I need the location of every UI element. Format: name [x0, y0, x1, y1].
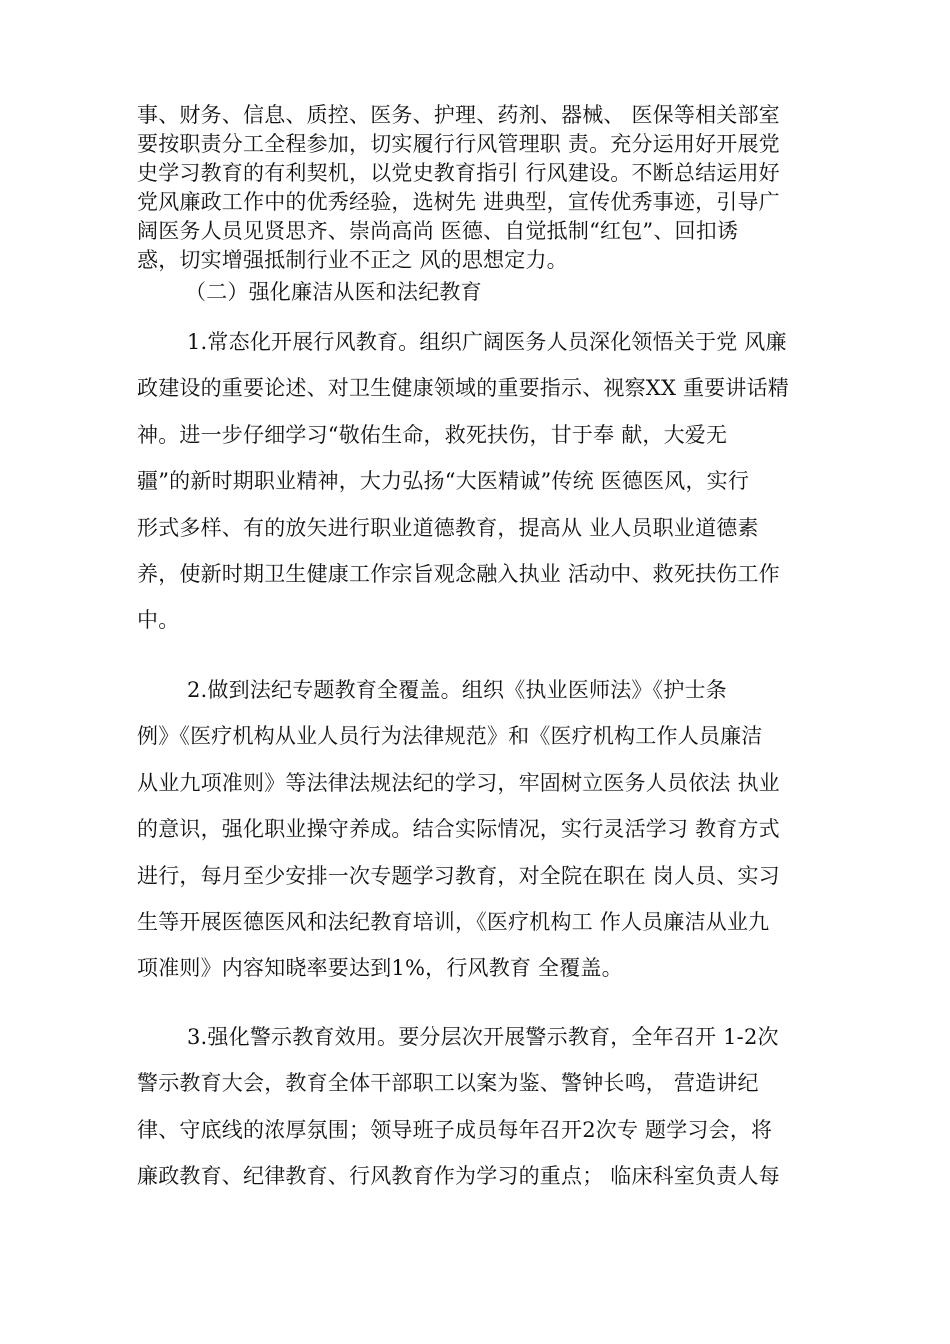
paragraph-line: 政建设的重要论述、对卫生健康领域的重要指示、视察XX 重要讲话精 [137, 376, 789, 401]
intro-line: 阔医务人员见贤思齐、崇尚高尚 医德、自觉抵制“红包”、回扣诱 [137, 219, 739, 243]
intro-line: 史学习教育的有利契机，以党史教育指引 行风建设。不断总结运用好 [137, 161, 780, 185]
paragraph-line: 3.强化警示教育效用。要分层次开展警示教育，全年召开 1-2次 [187, 1025, 779, 1049]
paragraph-line: 的意识，强化职业操守养成。结合实际情况，实行灵活学习 教育方式 [137, 817, 780, 842]
intro-line: 事、财务、信息、质控、医务、护理、药剂、器械、 医保等相关部室 [137, 103, 780, 127]
intro-line: 要按职责分工全程参加，切实履行行风管理职 责。充分运用好开展党 [137, 132, 780, 156]
paragraph-line: 生等开展医德医风和法纪教育培训，《医疗机构工 作人员廉洁从业九 [137, 909, 770, 934]
paragraph-line: 疆”的新时期职业精神，大力弘扬“大医精诚”传统 医德医风，实行 [137, 469, 750, 494]
paragraph-line: 项准则》内容知晓率要达到1%，行风教育 全覆盖。 [137, 956, 623, 981]
paragraph-3 [137, 1014, 827, 1200]
intro-line: 党风廉政工作中的优秀经验，选树先 进典型，宣传优秀事迹，引导广 [137, 190, 780, 214]
paragraph-line: 进行，每月至少安排一次专题学习教育，对全院在职在 岗人员、实习 [137, 863, 780, 888]
paragraph-line: 从业九项准则》等法律法规法纪的学习，牢固树立医务人员依法 执业 [137, 770, 780, 795]
paragraph-line: 例》《医疗机构从业人员行为法律规范》和《医疗机构工作人员廉洁 [137, 724, 763, 749]
section-heading: （二）强化廉洁从医和法纪教育 [185, 280, 482, 304]
intro-paragraph [137, 101, 827, 275]
paragraph-line: 1.常态化开展行风教育。组织广阔医务人员深化领悟关于党 风廉 [187, 330, 787, 354]
paragraph-line: 律、守底线的浓厚氛围；领导班子成员每年召开2次专 题学习会，将 [137, 1117, 773, 1142]
paragraph-line: 2.做到法纪专题教育全覆盖。组织《执业医师法》《护士条 [187, 678, 727, 702]
paragraph-2 [137, 667, 827, 992]
paragraph-line: 廉政教育、纪律教育、行风教育作为学习的重点； 临床科室负责人每 [137, 1164, 780, 1189]
paragraph-line: 养，使新时期卫生健康工作宗旨观念融入执业 活动中、救死扶伤工作 [137, 561, 780, 586]
paragraph-line: 中。 [137, 608, 180, 633]
intro-line: 惑，切实增强抵制行业不正之 风的思想定力。 [137, 248, 568, 272]
paragraph-line: 神。进一步仔细学习“敬佑生命，救死扶伤，甘于奉 献，大爱无 [137, 422, 728, 447]
paragraph-1 [137, 319, 827, 644]
section-heading-block [137, 269, 827, 315]
paragraph-line: 警示教育大会，教育全体干部职工以案为鉴、警钟长鸣， 营造讲纪 [137, 1071, 759, 1096]
paragraph-line: 形式多样、有的放矢进行职业道德教育，提高从 业人员职业道德素 [137, 515, 759, 540]
